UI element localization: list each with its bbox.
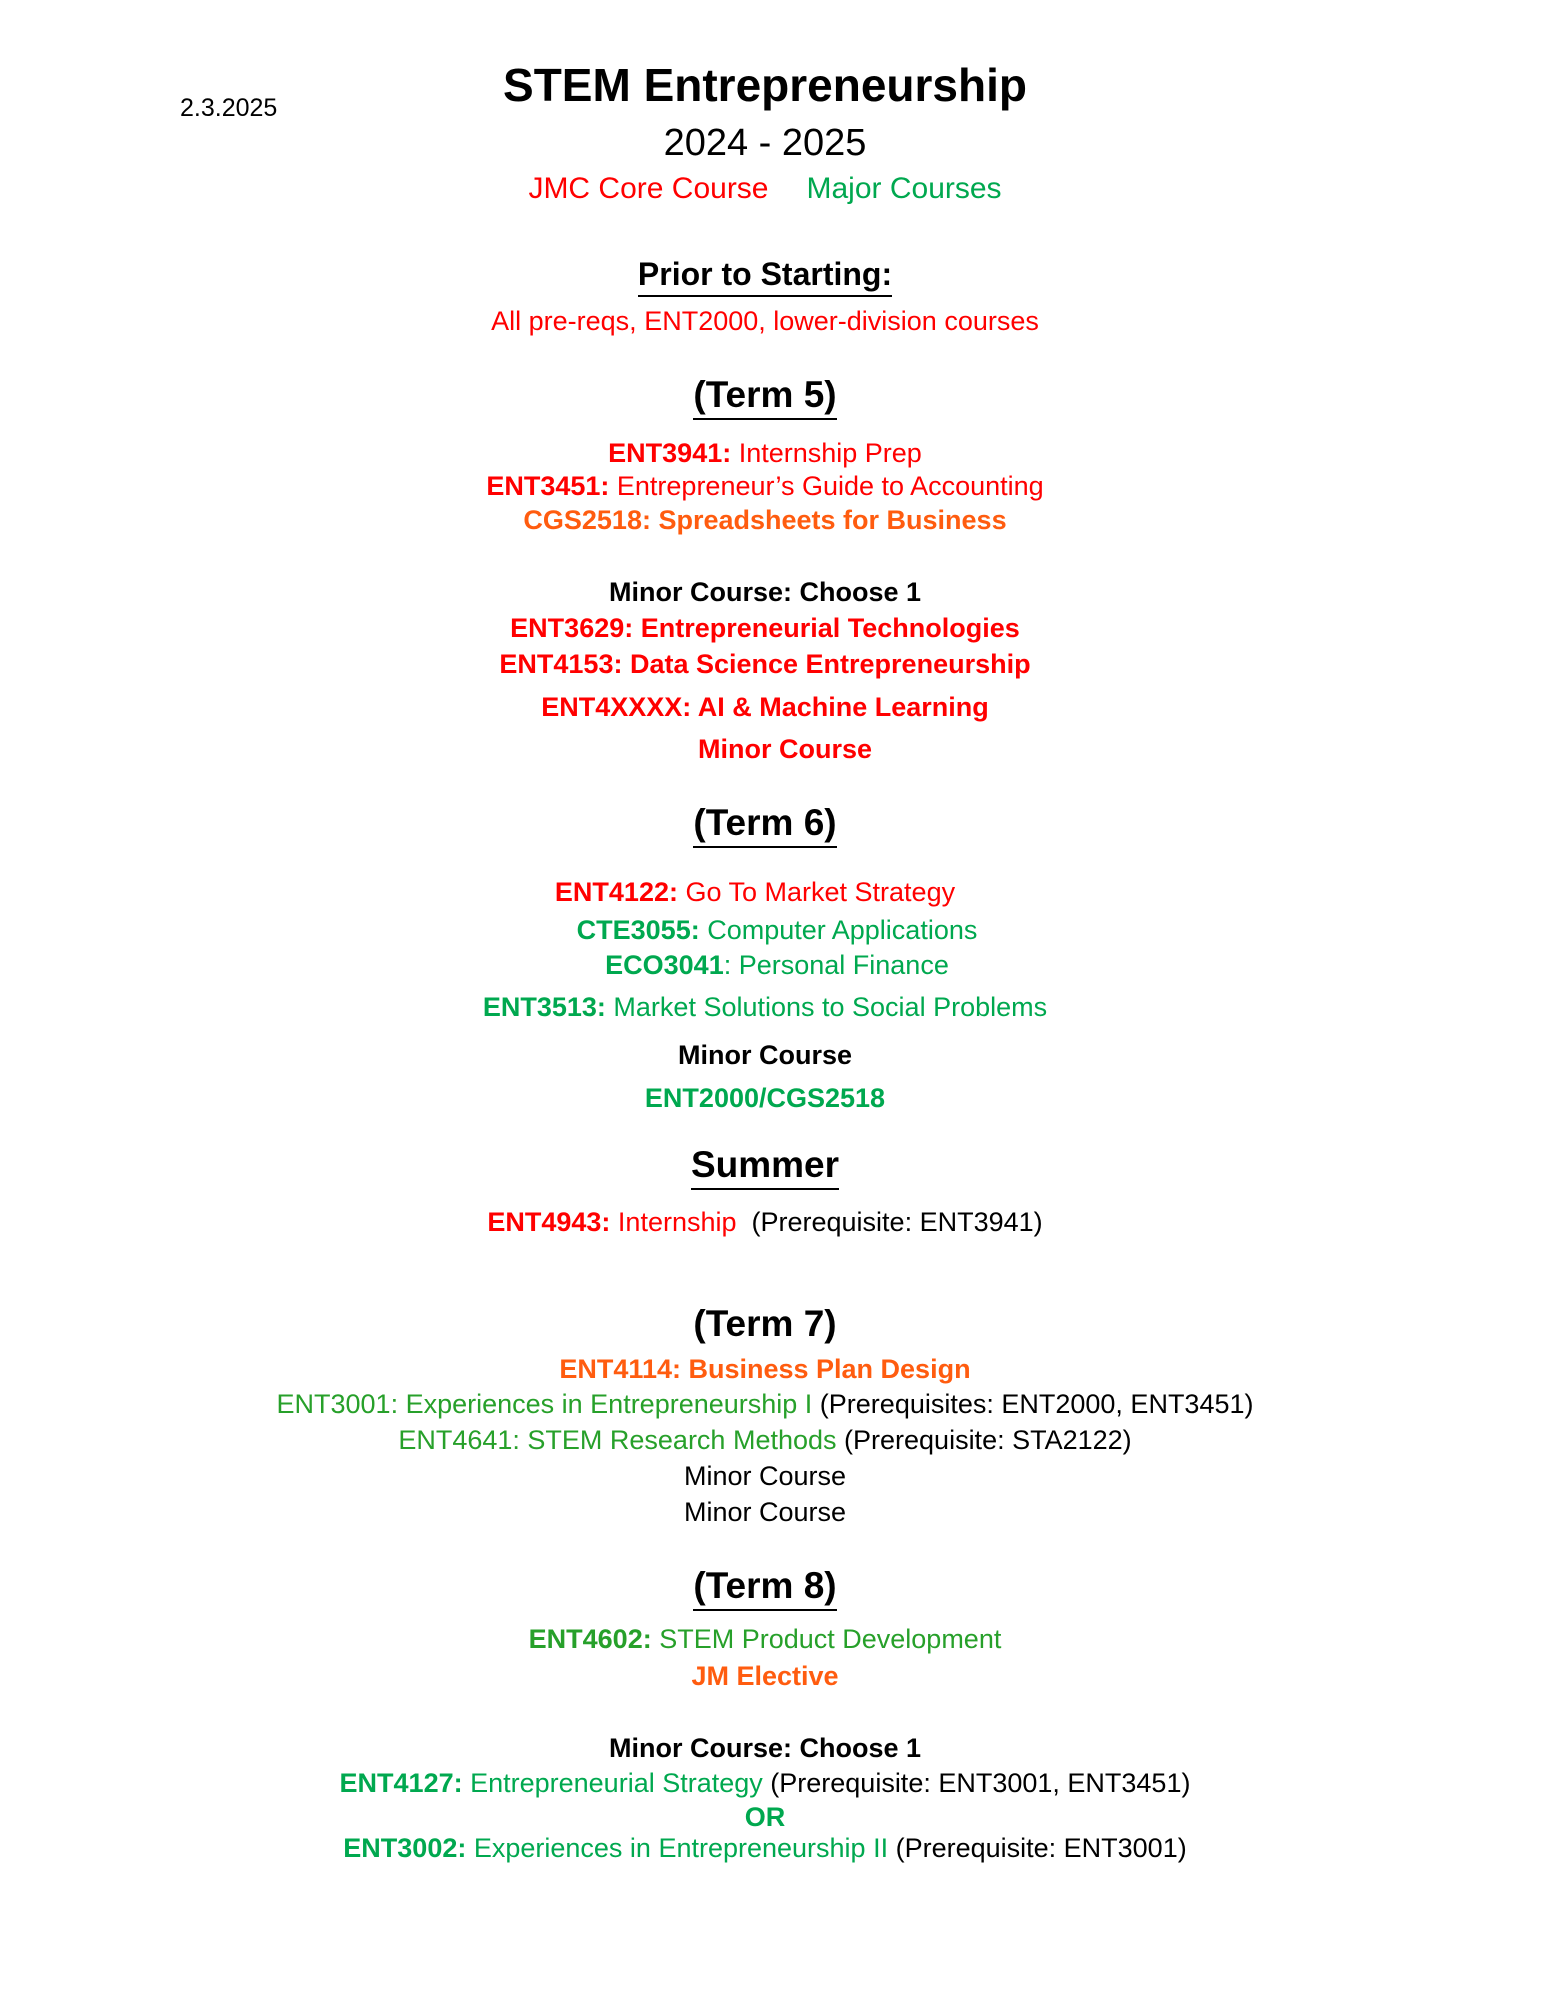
course-name: ENT3001: Experiences in Entrepreneurship I (276, 1389, 813, 1419)
term5-course-2 (0, 471, 1530, 502)
term8-course-2: JM Elective (691, 1661, 839, 1691)
term7-heading (0, 1303, 1530, 1345)
course-code: ENT4943: (487, 1207, 611, 1237)
course-code: CTE3055: (576, 915, 700, 945)
term5-minor-course: Minor Course (697, 734, 872, 764)
term6-course-4 (0, 992, 1530, 1023)
academic-years: 2024 - 2025 (663, 122, 867, 164)
course-code: ENT4122: (554, 877, 678, 907)
term8-heading (0, 1565, 1530, 1611)
term8-heading-text: (Term 8) (693, 1565, 836, 1611)
term6-minor-course: Minor Course (677, 1040, 852, 1070)
course-prerequisite: (Prerequisite: ENT3001) (888, 1833, 1187, 1863)
course-prerequisite: (Prerequisite: ENT3001, ENT3451) (762, 1768, 1191, 1798)
prior-heading-text: Prior to Starting: (638, 256, 892, 297)
course-prerequisite: (Prerequisite: ENT3941) (736, 1207, 1043, 1237)
term5-minor-heading: Minor Course: Choose 1 (608, 577, 922, 607)
summer-heading (0, 1144, 1530, 1190)
term7-minor-course-2: Minor Course (683, 1497, 847, 1527)
course-name: Internship Prep (731, 438, 922, 468)
term5-course-1 (0, 438, 1530, 469)
term7-course-3 (0, 1425, 1530, 1456)
course-name: Entrepreneurial Strategy (462, 1768, 763, 1798)
term5-minor-option-3: ENT4XXXX: AI & Machine Learning (541, 692, 989, 722)
course-name: Computer Applications (699, 915, 978, 945)
course-name: Go To Market Strategy (677, 877, 956, 907)
term5-course-3: CGS2518: Spreadsheets for Business (523, 505, 1007, 535)
legend-core-course: JMC Core Course (528, 172, 769, 205)
color-legend (0, 172, 1530, 206)
term6-heading-text: (Term 6) (693, 802, 836, 848)
term7-heading-text: (Term 7) (693, 1303, 837, 1344)
prior-heading (0, 256, 1530, 297)
term8-minor-heading: Minor Course: Choose 1 (608, 1733, 922, 1763)
legend-major-courses: Major Courses (806, 172, 1002, 205)
course-prerequisite: (Prerequisite: STA2122) (836, 1425, 1132, 1455)
term5-heading-text: (Term 5) (693, 374, 836, 420)
term8-course-1 (0, 1624, 1530, 1655)
course-code: ENT4602: (528, 1624, 652, 1654)
summer-heading-text: Summer (691, 1144, 839, 1190)
term8-minor-option-2 (0, 1833, 1530, 1864)
course-code: ENT3002: (343, 1833, 467, 1863)
course-name: Market Solutions to Social Problems (605, 992, 1048, 1022)
course-name: : Personal Finance (723, 950, 949, 980)
course-prerequisite: (Prerequisites: ENT2000, ENT3451) (812, 1389, 1254, 1419)
page-title: STEM Entrepreneurship (503, 59, 1027, 111)
course-name: Entrepreneur’s Guide to Accounting (609, 471, 1044, 501)
term7-course-1: ENT4114: Business Plan Design (559, 1354, 971, 1384)
course-name: STEM Product Development (651, 1624, 1002, 1654)
term5-minor-option-1: ENT3629: Entrepreneurial Technologies (510, 613, 1020, 643)
term8-or-separator: OR (744, 1802, 786, 1832)
term6-heading (0, 802, 1530, 848)
term8-minor-option-1 (0, 1768, 1530, 1799)
summer-course (0, 1207, 1530, 1238)
term6-course-5: ENT2000/CGS2518 (644, 1083, 886, 1113)
course-code: ENT3513: (482, 992, 606, 1022)
term7-course-2 (0, 1389, 1530, 1420)
course-code: ENT3451: (486, 471, 610, 501)
course-name: ENT4641: STEM Research Methods (398, 1425, 837, 1455)
course-name: Internship (610, 1207, 737, 1237)
term6-course-1 (0, 877, 1520, 908)
term7-minor-course-1: Minor Course (683, 1461, 847, 1491)
prior-requirements: All pre-reqs, ENT2000, lower-division courses (491, 306, 1039, 336)
term6-course-3 (12, 950, 1542, 981)
term5-heading (0, 374, 1530, 420)
course-code: ENT4127: (339, 1768, 463, 1798)
course-code: ENT3941: (608, 438, 732, 468)
document-date: 2.3.2025 (180, 94, 278, 122)
term5-minor-option-2: ENT4153: Data Science Entrepreneurship (499, 649, 1031, 679)
course-code: ECO3041 (605, 950, 724, 980)
term6-course-2 (12, 915, 1542, 946)
course-name: Experiences in Entrepreneurship II (466, 1833, 889, 1863)
